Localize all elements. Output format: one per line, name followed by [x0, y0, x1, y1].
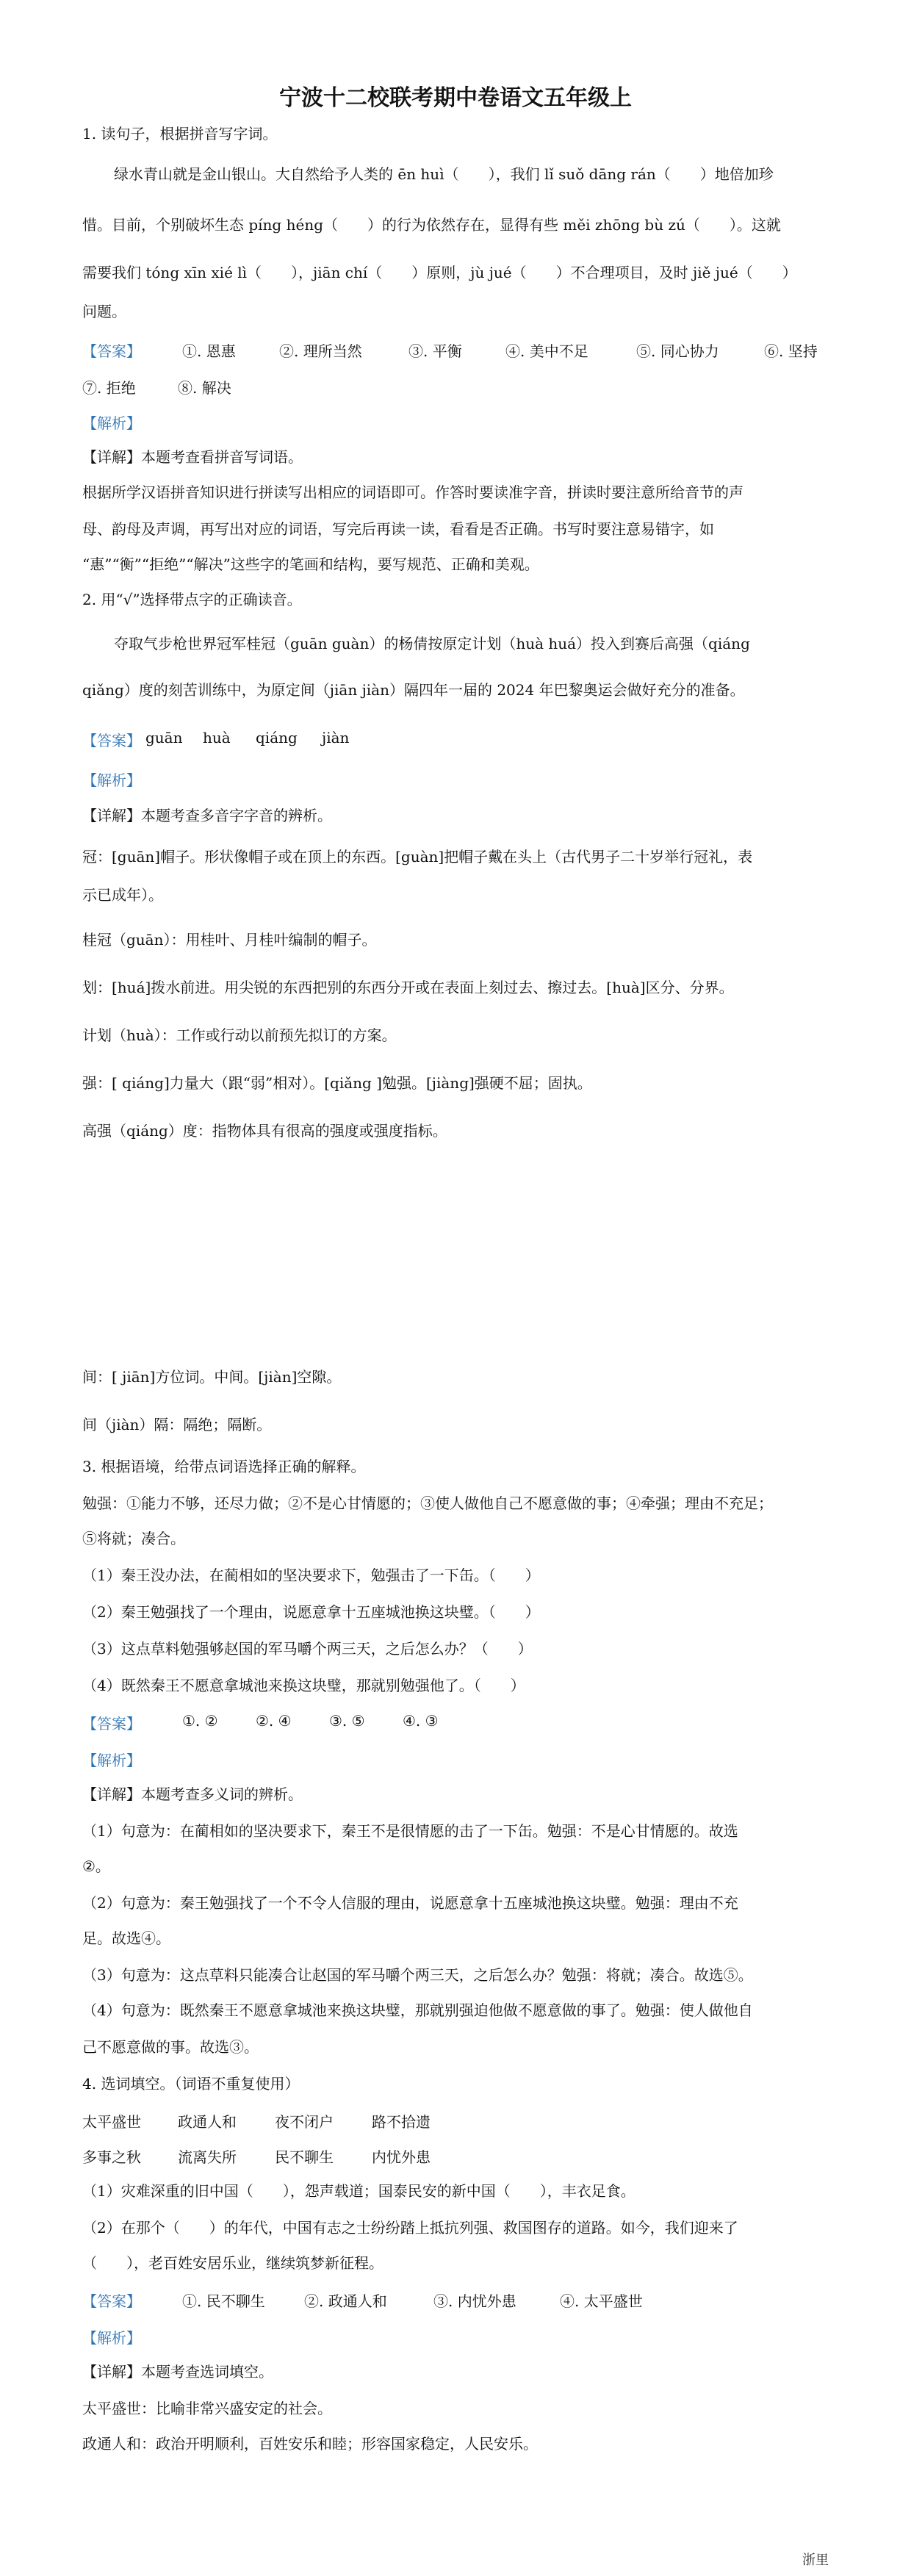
q4-answer-4: ④. 太平盛世 [560, 2292, 643, 2310]
q3-definition-1: 勉强：①能力不够，还尽力做；②不是心甘情愿的；③使人做他自己不愿意做的事；④牵强；理由不充足； [82, 1494, 773, 1512]
q1-stem: 1. 读句子，根据拼音写字词。 [82, 125, 278, 143]
q4-detail-1: 【详解】本题考查选词填空。 [82, 2363, 273, 2381]
q3-item-2: （2）秦王勉强找了一个理由，说愿意拿十五座城池换这块璧。（ ） [82, 1603, 540, 1621]
q3-detail-6: （3）句意为：这点草料只能凑合让赵国的军马嚼个两三天，之后怎么办？勉强：将就；凑合。故选⑤。 [82, 1966, 753, 1984]
q1-detail-4: “惠”“衡”“拒绝”“解决”这些字的笔画和结构，要写规范、正确和美观。 [82, 555, 539, 573]
q2-answer-label: 【答案】 [82, 732, 141, 749]
q2-stem: 2. 用“√”选择带点字的正确读音。 [82, 591, 302, 608]
q1-answer-5: ⑤. 同心协力 [636, 342, 719, 360]
q2-detail-2: 冠：[guān]帽子。形状像帽子或在顶上的东西。[guàn]把帽子戴在头上（古代男子二十岁举行冠礼，表 [82, 848, 753, 866]
q3-analysis-label: 【解析】 [82, 1752, 141, 1769]
q2-detail-6: 计划（huà）：工作或行动以前预先拟订的方案。 [82, 1026, 397, 1044]
q4-word-3: 夜不闭户 [275, 2113, 334, 2131]
q1-answer-2: ②. 理所当然 [279, 342, 362, 360]
q3-definition-2: ⑤将就；凑合。 [82, 1530, 185, 1547]
q2-detail-7: 强：[ qiáng]力量大（跟“弱”相对）。[qiǎng ]勉强。[jiàng]强硬不屈；固执。 [82, 1074, 592, 1092]
q2-answer-3: qiáng [256, 729, 298, 746]
q3-stem: 3. 根据语境，给带点词语选择正确的解释。 [82, 1458, 366, 1475]
q1-detail-3: 母、韵母及声调，再写出对应的词语，写完后再读一读，看看是否正确。书写时要注意易错字，如 [82, 520, 714, 538]
q2-answer-4: jiàn [322, 729, 350, 746]
q2-passage-line-2: qiǎng）度的刻苦训练中，为原定间（jiān jiàn）隔四年一届的 2024 年巴黎奥运会做好充分的准备。 [82, 681, 745, 699]
q2-detail-9: 间：[ jiān]方位词。中间。[jiàn]空隙。 [82, 1368, 342, 1386]
q4-item-3: （ ），老百姓安居乐业，继续筑梦新征程。 [82, 2254, 384, 2272]
q4-item-2: （2）在那个（ ）的年代，中国有志之士纷纷踏上抵抗列强、救国图存的道路。如今，我们迎来了 [82, 2219, 738, 2237]
q1-detail-1: 【详解】本题考查看拼音写词语。 [82, 448, 303, 466]
q1-passage-line-3: 需要我们 tóng xīn xié lì（ ），jiān chí（ ）原则，jù jué（ ）不合理项目，及时 jiě jué（ ） [82, 264, 797, 281]
q4-answer-2: ②. 政通人和 [304, 2292, 387, 2310]
q1-passage-line-2: 惜。目前，个别破坏生态 píng héng（ ）的行为依然存在，显得有些 měi zhōng bù zú（ ）。这就 [82, 216, 781, 234]
q3-answer-2: ②. ④ [256, 1712, 292, 1730]
q3-item-1: （1）秦王没办法，在蔺相如的坚决要求下，勉强击了一下缶。（ ） [82, 1566, 540, 1584]
q1-answer-8: ⑧. 解决 [178, 379, 231, 397]
q3-detail-4: （2）句意为：秦王勉强找了一个不令人信服的理由，说愿意拿十五座城池换这块璧。勉强：理由不充 [82, 1894, 738, 1912]
q2-detail-3: 示已成年）。 [82, 886, 163, 904]
q2-analysis-label: 【解析】 [82, 771, 141, 789]
q4-stem: 4. 选词填空。（词语不重复使用） [82, 2075, 300, 2093]
q1-detail-2: 根据所学汉语拼音知识进行拼读写出相应的词语即可。作答时要读准字音，拼读时要注意所给音节的声 [82, 483, 743, 501]
q1-passage-line-1: 绿水青山就是金山银山。大自然给予人类的 ēn huì（ ），我们 lǐ suǒ dāng rán（ ）地倍加珍 [114, 165, 774, 183]
q1-answer-label: 【答案】 [82, 342, 141, 360]
q3-item-3: （3）这点草料勉强够赵国的军马嚼个两三天，之后怎么办？（ ） [82, 1640, 533, 1658]
page-title: 宁波十二校联考期中卷语文五年级上 [279, 85, 632, 111]
q4-detail-2: 太平盛世：比喻非常兴盛安定的社会。 [82, 2400, 332, 2417]
q2-detail-4: 桂冠（guān）：用桂叶、月桂叶编制的帽子。 [82, 931, 377, 949]
q2-detail-1: 【详解】本题考查多音字字音的辨析。 [82, 807, 332, 824]
q4-answer-1: ①. 民不聊生 [182, 2292, 265, 2310]
q1-answer-1: ①. 恩惠 [182, 342, 236, 360]
q4-word-5: 多事之秋 [82, 2148, 141, 2166]
q4-answer-3: ③. 内忧外患 [433, 2292, 516, 2310]
q3-detail-1: 【详解】本题考查多义词的辨析。 [82, 1785, 303, 1803]
q3-answer-3: ③. ⑤ [329, 1712, 365, 1730]
q1-analysis-label: 【解析】 [82, 414, 141, 432]
q1-answer-6: ⑥. 坚持 [764, 342, 818, 360]
q3-detail-5: 足。故选④。 [82, 1929, 170, 1947]
q3-answer-label: 【答案】 [82, 1715, 141, 1733]
q4-analysis-label: 【解析】 [82, 2329, 141, 2347]
q3-detail-7: （4）句意为：既然秦王不愿意拿城池来换这块璧，那就别强迫他做不愿意做的事了。勉强：使人做他自 [82, 2001, 753, 2019]
q2-detail-8: 高强（qiáng）度：指物体具有很高的强度或强度指标。 [82, 1122, 447, 1140]
q3-answer-1: ①. ② [182, 1712, 218, 1730]
q2-answer-2: huà [203, 729, 231, 746]
q2-detail-10: 间（jiàn）隔：隔绝；隔断。 [82, 1416, 272, 1433]
q3-detail-2: （1）句意为：在蔺相如的坚决要求下，秦王不是很情愿的击了一下缶。勉强：不是心甘情愿的。故选 [82, 1822, 738, 1840]
q3-item-4: （4）既然秦王不愿意拿城池来换这块璧，那就别勉强他了。（ ） [82, 1677, 525, 1694]
q4-answer-label: 【答案】 [82, 2292, 141, 2310]
q4-word-7: 民不聊生 [275, 2148, 334, 2166]
q2-answer-1: guān [145, 729, 183, 746]
q4-word-6: 流离失所 [178, 2148, 237, 2166]
q1-passage-line-4: 问题。 [82, 303, 126, 320]
q3-detail-3: ②。 [82, 1857, 110, 1875]
q1-answer-4: ④. 美中不足 [505, 342, 588, 360]
q4-word-2: 政通人和 [178, 2113, 237, 2131]
q4-word-4: 路不拾遗 [372, 2113, 431, 2131]
q2-detail-5: 划：[huá]拨水前进。用尖锐的东西把别的东西分开或在表面上刻过去、擦过去。[huà]区分、分界。 [82, 979, 734, 996]
q4-word-8: 内忧外患 [372, 2148, 431, 2166]
q1-answer-7: ⑦. 拒绝 [82, 379, 136, 397]
page-footer: 浙里 [802, 2552, 829, 2568]
q4-item-1: （1）灾难深重的旧中国（ ），怨声载道；国泰民安的新中国（ ），丰衣足食。 [82, 2182, 635, 2200]
q2-passage-line-1: 夺取气步枪世界冠军桂冠（guān guàn）的杨倩按原定计划（huà huá）投入到赛后高强（qiáng [114, 635, 750, 652]
q4-word-1: 太平盛世 [82, 2113, 141, 2131]
q4-detail-3: 政通人和：政治开明顺利，百姓安乐和睦；形容国家稳定，人民安乐。 [82, 2435, 538, 2453]
q3-detail-8: 己不愿意做的事。故选③。 [82, 2038, 259, 2056]
q3-answer-4: ④. ③ [403, 1712, 439, 1730]
q1-answer-3: ③. 平衡 [408, 342, 462, 360]
